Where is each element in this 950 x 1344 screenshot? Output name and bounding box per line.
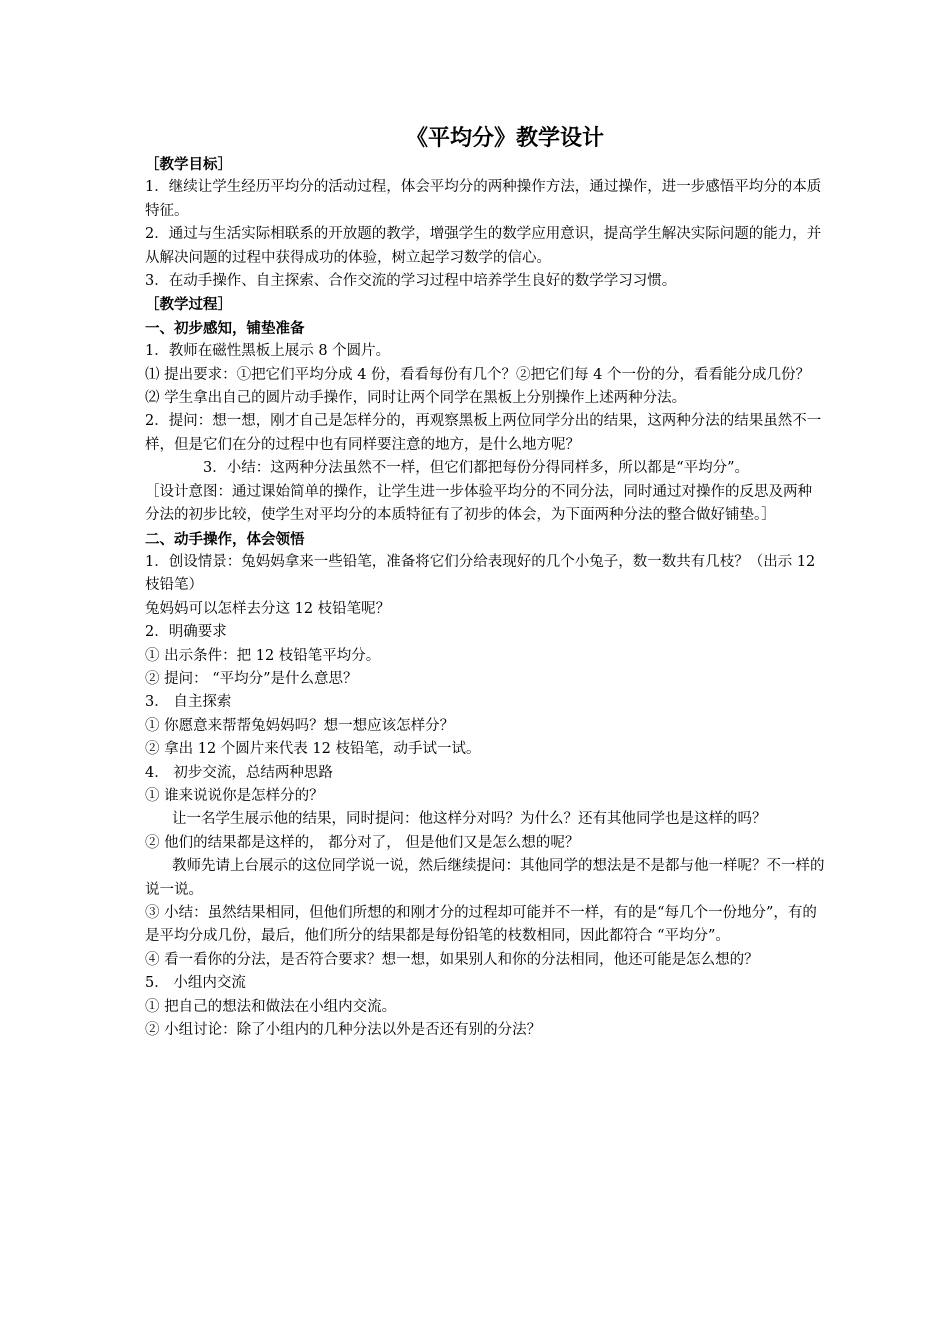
document-content xyxy=(145,123,825,1042)
paragraph: 1．继续让学生经历平均分的活动过程，体会平均分的两种操作方法，通过操作，进一步感悟平均分的本质特征。 xyxy=(145,179,822,219)
document-body xyxy=(145,153,825,1042)
paragraph: 3．小结：这两种分法虽然不一样，但它们都把每份分得同样多，所以都是“平均分”。 xyxy=(203,460,750,477)
section-heading: 二、动手操作，体会领悟 xyxy=(145,530,305,548)
paragraph: 让一名学生展示他的结果，同时提问：他这样分对吗？为什么？还有其他同学也是这样的吗？ xyxy=(172,811,767,828)
paragraph: ④ 看一看你的分法，是否符合要求？想一想，如果别人和你的分法相同，他还可能是怎么想的？ xyxy=(145,951,759,968)
paragraph: 2．通过与生活实际相联系的开放题的教学，增强学生的数学应用意识，提高学生解决实际问题的能力，并从解决问题的过程中获得成功的体验，树立起学习数学的信心。 xyxy=(145,226,822,266)
section-heading: ［教学目标］ xyxy=(145,156,232,173)
paragraph: ⑵ 学生拿出自己的圆片动手操作，同时让两个同学在黑板上分别操作上述两种分法。 xyxy=(145,390,687,407)
paragraph: ③ 小结：虽然结果相同，但他们所想的和刚才分的过程却可能并不一样，有的是“每几个一份地分”，有的是平均分成几份，最后，他们所分的结果都是每份铅笔的枝数相同，因此都符合 “平均分”。 xyxy=(145,905,817,945)
paragraph: ② 小组讨论：除了小组内的几种分法以外是否还有别的分法？ xyxy=(145,1022,542,1039)
paragraph: ① 你愿意来帮帮兔妈妈吗？想一想应该怎样分？ xyxy=(145,717,455,734)
section-heading: 一、初步感知，铺垫准备 xyxy=(145,319,305,337)
paragraph: ① 谁来说说你是怎样分的？ xyxy=(145,787,324,804)
paragraph: ① 把自己的想法和做法在小组内交流。 xyxy=(145,998,397,1015)
paragraph: ① 出示条件：把 12 枝铅笔平均分。 xyxy=(145,647,381,664)
section-heading: ［教学过程］ xyxy=(145,296,232,314)
document-title: 《平均分》教学设计 xyxy=(405,125,604,151)
paragraph: 2．明确要求 xyxy=(145,624,227,641)
paragraph: ⑴ 提出要求：①把它们平均分成 4 份，看看每份有几个？②把它们每 4 个一份的分，看看能分成几份？ xyxy=(145,366,810,383)
paragraph: 1．教师在磁性黑板上展示 8 个圆片。 xyxy=(145,343,391,360)
paragraph: 教师先请上台展示的这位同学说一说，然后继续提问：其他同学的想法是不是都与他一样呢？不一样的说一说。 xyxy=(145,858,825,898)
paragraph: ② 他们的结果都是这样的， 都分对了， 但是他们又是怎么想的呢？ xyxy=(145,834,580,851)
paragraph: ［设计意图：通过课始简单的操作，让学生进一步体验平均分的不同分法，同时通过对操作的反思及两种分法的初步比较，使学生对平均分的本质特征有了初步的体会，为下面两种分法的整合做好铺垫。］ xyxy=(145,483,812,524)
paragraph: 5． 小组内交流 xyxy=(145,975,246,992)
paragraph: ② 提问： “平均分”是什么意思？ xyxy=(145,670,358,687)
paragraph: ② 拿出 12 个圆片来代表 12 枝铅笔，动手试一试。 xyxy=(145,741,481,758)
paragraph: 3． 自主探索 xyxy=(145,694,232,711)
paragraph: 3．在动手操作、自主探索、合作交流的学习过程中培养学生良好的数学学习习惯。 xyxy=(145,273,677,290)
paragraph: 4． 初步交流，总结两种思路 xyxy=(145,764,333,781)
paragraph: 2．提问：想一想，刚才自己是怎样分的，再观察黑板上两位同学分出的结果，这两种分法的结果虽然不一样，但是它们在分的过程中也有同样要注意的地方，是什么地方呢？ xyxy=(145,413,822,453)
paragraph: 1．创设情景：兔妈妈拿来一些铅笔，准备将它们分给表现好的几个小兔子，数一数共有几枝？（出示 12 枝铅笔） xyxy=(145,553,816,594)
paragraph: 兔妈妈可以怎样去分这 12 枝铅笔呢？ xyxy=(145,600,391,617)
